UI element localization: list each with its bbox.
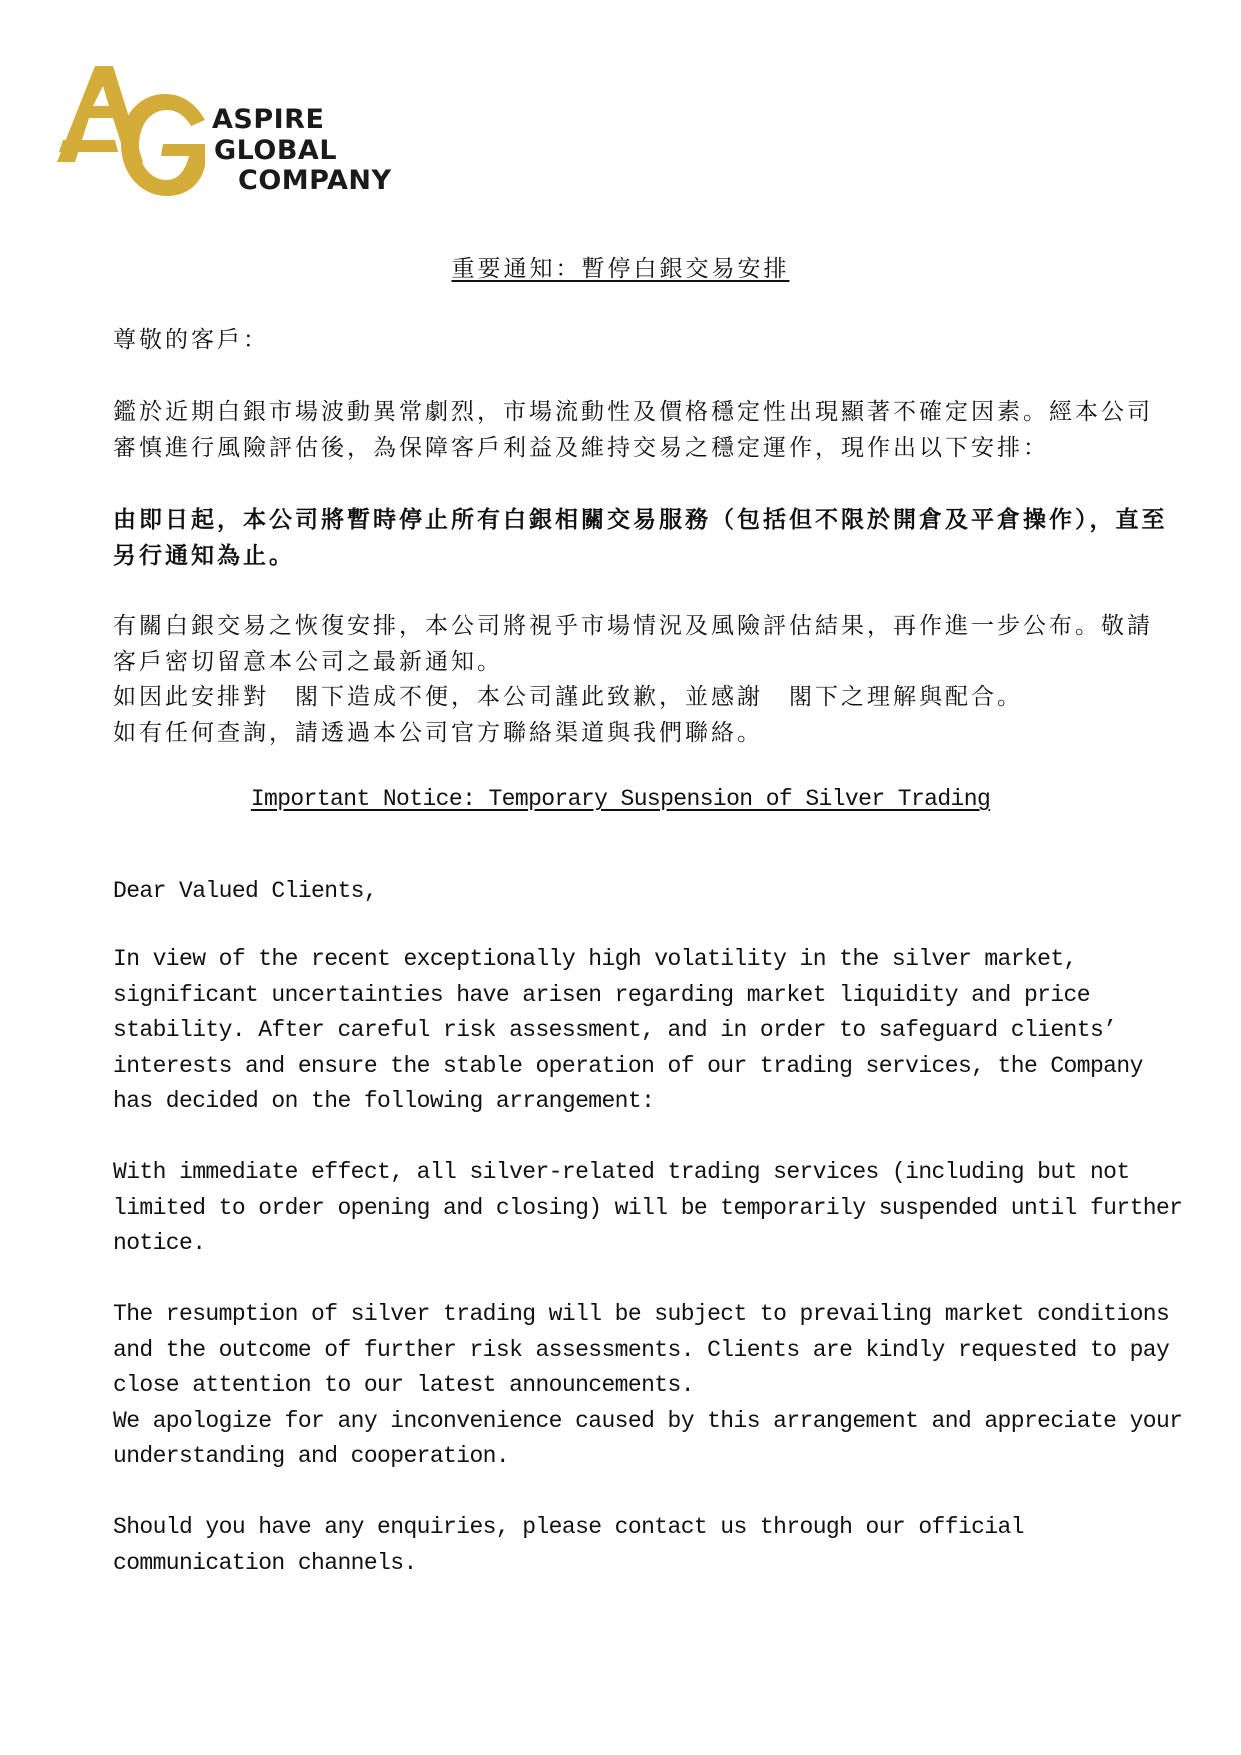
paragraph-line: 審慎進行風險評估後，為保障客戶利益及維持交易之穩定運作，現作出以下安排： xyxy=(113,434,1049,461)
paragraph-line: close attention to our latest announcements. xyxy=(113,1372,694,1398)
paragraph-line: We apologize for any inconvenience caused by this arrangement and appreciate your xyxy=(113,1407,1183,1434)
english-title: Important Notice: Temporary Suspension of Silver Trading xyxy=(250,786,991,812)
logo-text-line-3: COMPANY xyxy=(238,165,392,196)
paragraph-line: limited to order opening and closing) will be temporarily suspended until further xyxy=(113,1194,1183,1221)
paragraph-line: 如因此安排對 閣下造成不便，本公司謹此致歉，並感謝 閣下之理解與配合。 xyxy=(113,684,1023,710)
chinese-salutation xyxy=(113,323,1133,359)
english-paragraph-4 xyxy=(113,1510,1133,1581)
paragraph-line: notice. xyxy=(113,1230,206,1256)
paragraph-line: 鑑於近期白銀市場波動異常劇烈，市場流動性及價格穩定性出現顯著不確定因素。經本公司 xyxy=(113,399,1153,425)
paragraph-line: The resumption of silver trading will be subject to prevailing market conditions xyxy=(113,1301,1170,1327)
paragraph-line: understanding and cooperation. xyxy=(113,1443,510,1469)
english-paragraph-3 xyxy=(113,1297,1183,1475)
paragraph-line: and the outcome of further risk assessments. Clients are kindly requested to pay xyxy=(113,1336,1170,1363)
logo-text-line-1: ASPIRE xyxy=(212,104,325,135)
chinese-paragraph-2 xyxy=(113,502,1168,573)
paragraph-line: 客戶密切留意本公司之最新通知。 xyxy=(113,648,503,675)
salutation-text: Dear Valued Clients, xyxy=(113,878,378,904)
paragraph-line: stability. After careful risk assessment, and in order to safeguard clients’ xyxy=(113,1017,1117,1043)
chinese-paragraph-1 xyxy=(113,395,1153,466)
logo-text-line-2: GLOBAL xyxy=(214,135,338,166)
chinese-title: 重要通知：暫停白銀交易安排 xyxy=(451,256,790,282)
paragraph-line: 另行通知為止。 xyxy=(113,541,295,569)
salutation-text: 尊敬的客戶： xyxy=(113,327,269,353)
paragraph-line: 如有任何查詢，請透過本公司官方聯絡渠道與我們聯絡。 xyxy=(113,719,763,746)
english-paragraph-1 xyxy=(113,942,1143,1120)
english-salutation xyxy=(113,874,1133,910)
paragraph-line: has decided on the following arrangement: xyxy=(113,1088,655,1114)
paragraph-line: communication channels. xyxy=(113,1549,417,1576)
paragraph-line: In view of the recent exceptionally high volatility in the silver market, xyxy=(113,946,1077,972)
paragraph-line: Should you have any enquiries, please contact us through our official xyxy=(113,1514,1024,1540)
paragraph-line: 由即日起，本公司將暫時停止所有白銀相關交易服務（包括但不限於開倉及平倉操作），直至 xyxy=(113,506,1168,533)
paragraph-line: significant uncertainties have arisen regarding market liquidity and price xyxy=(113,981,1090,1008)
chinese-paragraph-3 xyxy=(113,609,1153,751)
paragraph-line: 有關白銀交易之恢復安排，本公司將視乎市場情況及風險評估結果，再作進一步公布。敬請 xyxy=(113,613,1153,639)
ag-monogram-icon xyxy=(55,66,215,202)
paragraph-line: interests and ensure the stable operation of our trading services, the Company xyxy=(113,1052,1143,1079)
english-paragraph-2 xyxy=(113,1155,1183,1262)
paragraph-line: With immediate effect, all silver-related trading services (including but not xyxy=(113,1159,1130,1185)
